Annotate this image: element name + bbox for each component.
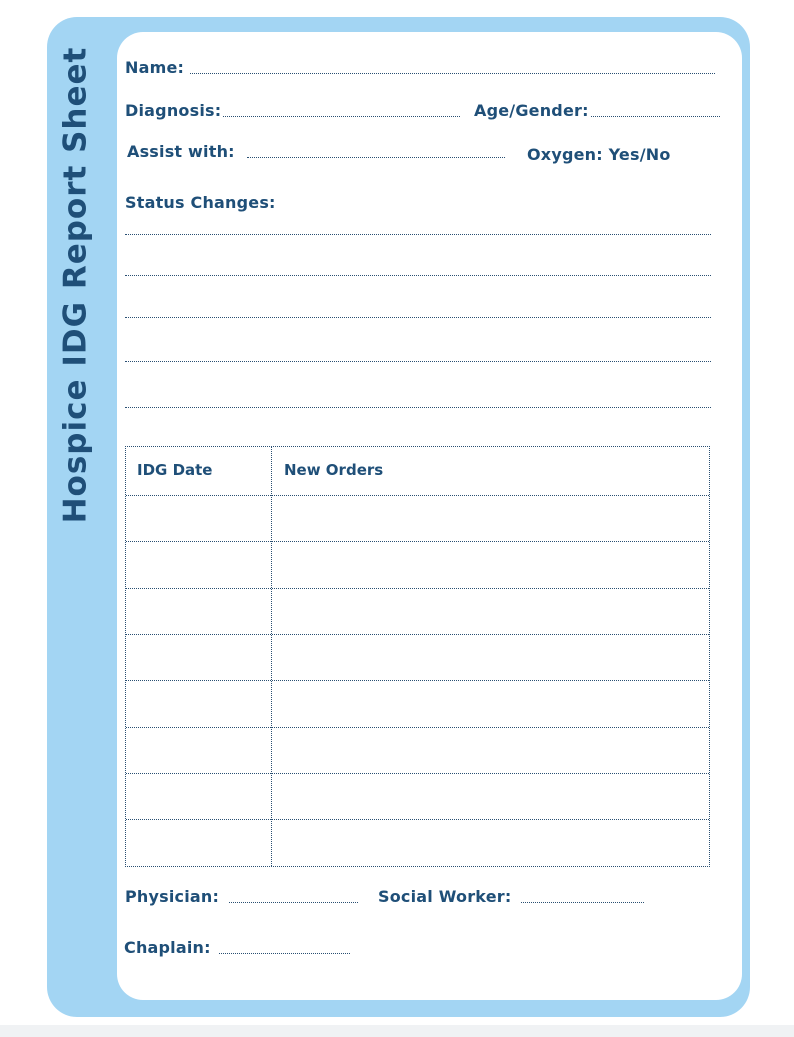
table-row-divider xyxy=(126,495,709,496)
table-row-divider xyxy=(126,680,709,681)
name-label: Name: xyxy=(125,58,185,77)
physician-field[interactable] xyxy=(125,887,358,906)
table-row-divider xyxy=(126,819,709,820)
status-line-1[interactable] xyxy=(125,234,711,235)
name-line[interactable] xyxy=(190,72,715,74)
status-changes-label: Status Changes: xyxy=(125,193,276,212)
oxygen-field[interactable] xyxy=(527,145,671,164)
table-column-divider xyxy=(271,447,272,866)
social-worker-field[interactable] xyxy=(378,887,644,906)
chaplain-line[interactable] xyxy=(219,952,350,954)
status-line-4[interactable] xyxy=(125,361,711,362)
table-row-divider xyxy=(126,588,709,589)
status-line-3[interactable] xyxy=(125,317,711,318)
table-row-divider xyxy=(126,634,709,635)
table-row-divider xyxy=(126,773,709,774)
name-field[interactable] xyxy=(125,58,715,77)
idg-date-header: IDG Date xyxy=(137,461,213,479)
age-gender-label: Age/Gender: xyxy=(474,101,589,120)
social-worker-label: Social Worker: xyxy=(378,887,512,906)
status-changes-field xyxy=(125,193,276,212)
sheet-title: Hospice IDG Report Sheet xyxy=(57,46,94,524)
chaplain-field[interactable] xyxy=(124,938,350,957)
assist-with-line[interactable] xyxy=(247,156,505,158)
table-row-divider xyxy=(126,541,709,542)
diagnosis-label: Diagnosis: xyxy=(125,101,222,120)
age-gender-line[interactable] xyxy=(591,115,720,117)
physician-line[interactable] xyxy=(229,901,358,903)
diagnosis-field[interactable] xyxy=(125,101,460,120)
age-gender-field[interactable] xyxy=(474,101,720,120)
new-orders-header: New Orders xyxy=(284,461,384,479)
physician-label: Physician: xyxy=(125,887,220,906)
social-worker-line[interactable] xyxy=(521,901,644,903)
page-bottom-band xyxy=(0,1025,794,1037)
status-line-2[interactable] xyxy=(125,275,711,276)
chaplain-label: Chaplain: xyxy=(124,938,211,957)
orders-table xyxy=(125,446,710,867)
status-line-5[interactable] xyxy=(125,407,711,408)
table-row-divider xyxy=(126,727,709,728)
sheet-title-container xyxy=(45,46,105,524)
oxygen-label: Oxygen: Yes/No xyxy=(527,145,671,164)
diagnosis-line[interactable] xyxy=(223,115,460,117)
assist-with-label: Assist with: xyxy=(127,142,235,161)
assist-with-field[interactable] xyxy=(127,142,505,161)
